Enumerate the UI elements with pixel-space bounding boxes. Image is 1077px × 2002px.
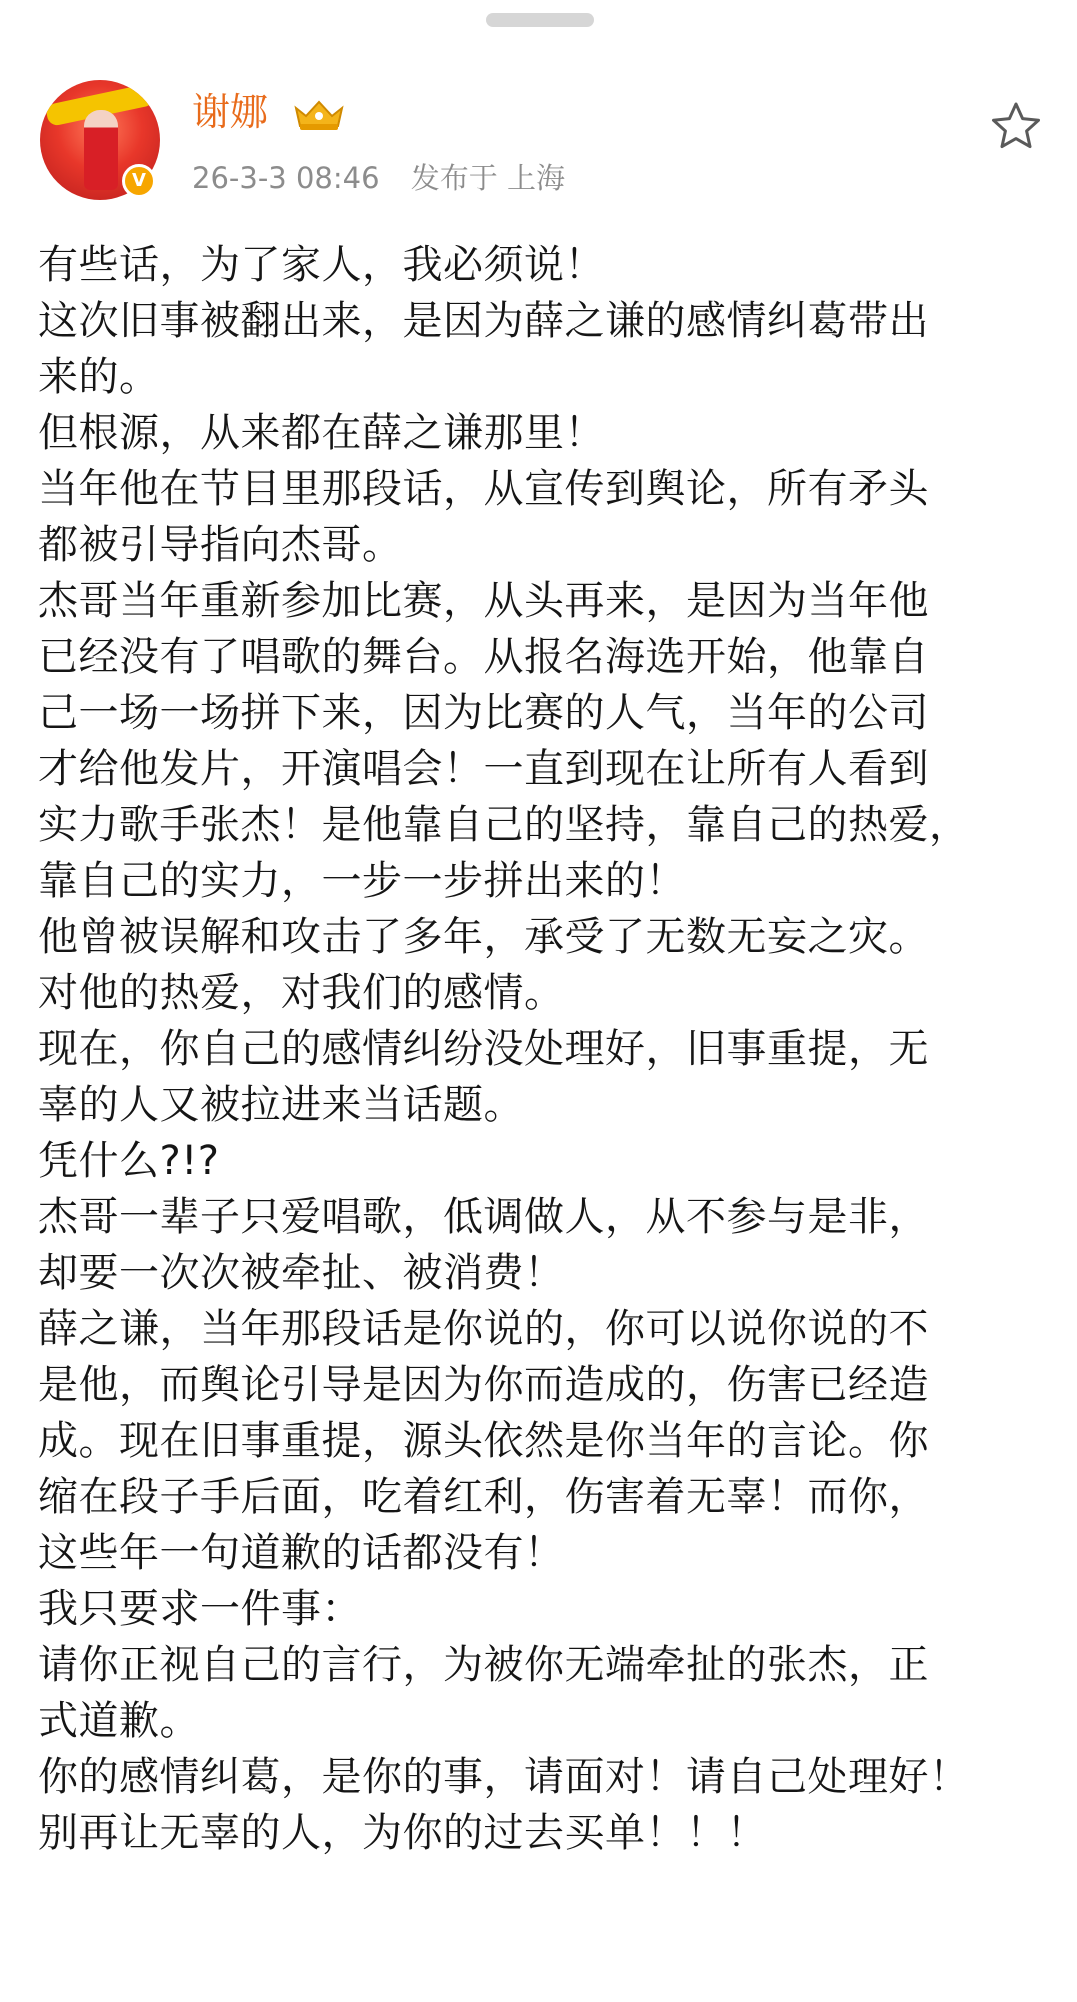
post-content [38, 237, 1048, 1861]
content-line: 都被引导指向杰哥。 [38, 522, 403, 568]
content-line: 却要一次次被牵扯、被消费！ [38, 1250, 565, 1296]
content-line: 别再让无辜的人，为你的过去买单！！！ [38, 1810, 767, 1856]
star-outline-icon[interactable] [990, 100, 1042, 152]
content-line: 己一场一场拼下来，因为比赛的人气，当年的公司 [38, 690, 929, 736]
content-line: 缩在段子手后面，吃着红利，伤害着无辜！而你， [38, 1474, 929, 1520]
drag-handle[interactable] [486, 13, 594, 27]
content-line: 凭什么?!? [38, 1138, 220, 1184]
content-line: 这次旧事被翻出来，是因为薛之谦的感情纠葛带出 [38, 298, 929, 344]
verified-v-icon: V [122, 164, 156, 198]
content-line: 才给他发片，开演唱会！一直到现在让所有人看到 [38, 746, 929, 792]
author-name[interactable]: 谢娜 [192, 90, 269, 134]
content-line: 来的。 [38, 354, 160, 400]
vip-crown-icon [292, 98, 346, 132]
content-line: 他曾被误解和攻击了多年，承受了无数无妄之灾。 [38, 914, 929, 960]
post-timestamp: 26-3-3 08:46 [192, 161, 380, 195]
content-line: 辜的人又被拉进来当话题。 [38, 1082, 524, 1128]
content-line: 有些话，为了家人，我必须说！ [38, 242, 605, 288]
content-line: 已经没有了唱歌的舞台。从报名海选开始，他靠自 [38, 634, 929, 680]
content-line: 请你正视自己的言行，为被你无端牵扯的张杰，正 [38, 1642, 929, 1688]
content-line: 杰哥一辈子只爱唱歌，低调做人，从不参与是非， [38, 1194, 929, 1240]
content-line: 实力歌手张杰！是他靠自己的坚持，靠自己的热爱， [38, 802, 970, 848]
content-line: 当年他在节目里那段话，从宣传到舆论，所有矛头 [38, 466, 929, 512]
content-line: 是他，而舆论引导是因为你而造成的，伤害已经造 [38, 1362, 929, 1408]
content-line: 靠自己的实力，一步一步拼出来的！ [38, 858, 686, 904]
content-line: 对他的热爱，对我们的感情。 [38, 970, 565, 1016]
content-line: 式道歉。 [38, 1698, 200, 1744]
content-line: 现在，你自己的感情纠纷没处理好，旧事重提，无 [38, 1026, 929, 1072]
content-line: 你的感情纠葛，是你的事，请面对！请自己处理好！ [38, 1754, 970, 1800]
content-line: 成。现在旧事重提，源头依然是你当年的言论。你 [38, 1418, 929, 1464]
content-line: 薛之谦，当年那段话是你说的，你可以说你说的不 [38, 1306, 929, 1352]
content-line: 我只要求一件事： [38, 1586, 362, 1632]
post-header [0, 70, 1077, 210]
post-meta [192, 158, 565, 198]
content-line: 这些年一句道歉的话都没有！ [38, 1530, 565, 1576]
post-location: 发布于 上海 [410, 161, 565, 195]
avatar-figure [84, 110, 118, 190]
content-line: 杰哥当年重新参加比赛，从头再来，是因为当年他 [38, 578, 929, 624]
content-line: 但根源，从来都在薛之谦那里！ [38, 410, 605, 456]
